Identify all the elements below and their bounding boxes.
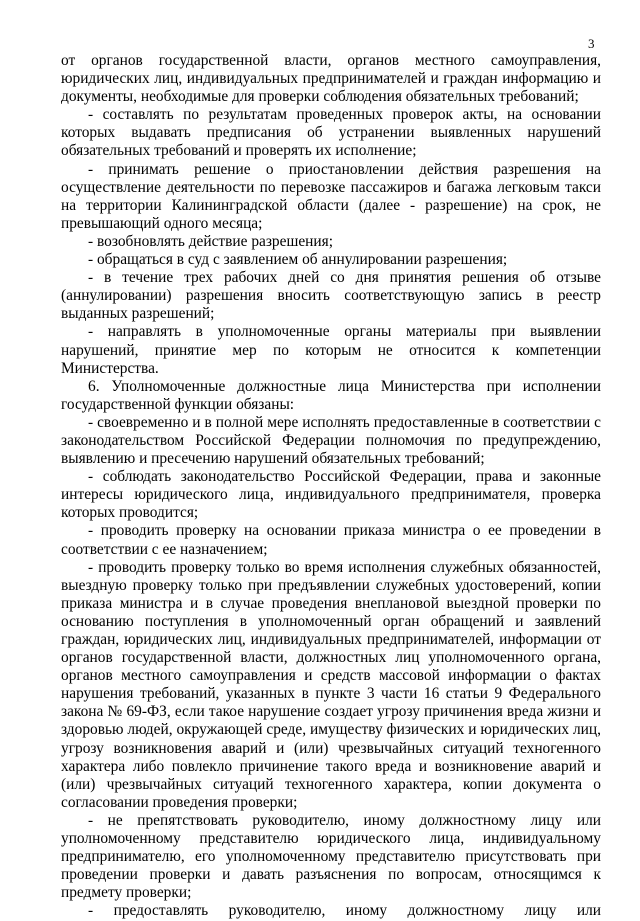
page-number: 3 [588,36,595,51]
paragraph-order-basis: - проводить проверку на основании приказа министра о ее проведении в соответствии с ее назначением; [61,522,601,558]
paragraph-draw-up-acts: - составлять по результатам проведенных проверок акты, на основании которых выдавать предписания об устранении выявленных нарушений обязательных требований и проверять их исполнение; [61,106,601,160]
paragraph-court-appeal: - обращаться в суд с заявлением об аннулировании разрешения; [88,251,508,269]
paragraph-registry-entry: - в течение трех рабочих дней со дня принятия решения об отзыве (аннулировании) разрешения вносить соответствующую запись в реестр выданных разрешений; [61,269,601,323]
paragraph-no-obstruction: - не препятствовать руководителю, иному должностному лицу или уполномоченному представителю юридического лица, индивидуальному предпринимателю, его уполномоченному представителю присутствовать при проведении проверки и давать разъяснения по вопросам, относящимся к предмету проверки; [61,811,601,902]
paragraph-section-6: 6. Уполномоченные должностные лица Министерства при исполнении государственной функции обязаны: [61,377,601,413]
paragraph-observe-law: - соблюдать законодательство Российской Федерации, права и законные интересы юридического лица, индивидуального предпринимателя, проверка которых проводится; [61,468,601,522]
paragraph-resume-permit: - возобновлять действие разрешения; [88,232,333,250]
paragraph-send-materials: - направлять в уполномоченные органы материалы при выявлении нарушений, принятие мер по которым не относится к компетенции Министерства. [61,323,601,377]
paragraph-inspection-conditions: - проводить проверку только во время исполнения служебных обязанностей, выездную проверку только при предъявлении служебных удостоверений, копии приказа министра и в случае проведения внеплановой выездной проверки по основанию поступления в уполномоченный орган обращений и заявлений граждан, юридических лиц, индивидуальных предпринимателей, информации от органов государственной власти, должностных лиц уполномоченного органа, органов местного самоуправления и средств массовой информации о фактах нарушения требований, указанных в пункте 3 части 16 статьи 9 Федерального закона № 69-ФЗ, если такое нарушение создает угрозу причинения вреда жизни и здоровью людей, окружающей среде, имуществу физических и юридических лиц, угрозу возникновения аварий и (или) чрезвычайных ситуаций техногенного характера либо повлекло причинение такого вреда и возникновение аварий и (или) чрезвычайных ситуаций техногенного характера, копии документа о согласовании проведения проверки; [61,558,601,811]
paragraph-provide: - предоставлять руководителю, иному должностному лицу или [88,902,601,920]
document-text [61,52,601,921]
paragraph-exercise-powers: - своевременно и в полной мере исполнять предоставленные в соответствии с законодательством Российской Федерации полномочия по предупреждению, выявлению и пресечению нарушений обязательных требований; [61,413,601,468]
paragraph-suspend-permit: - принимать решение о приостановлении действия разрешения на осуществление деятельности по перевозке пассажиров и багажа легковым такси на территории Калининградской области (далее - разрешение) на срок, не превышающий одного месяца; [61,160,601,232]
paragraph-continuation: от органов государственной власти, органов местного самоуправления, юридических лиц, индивидуальных предпринимателей и граждан информацию и документы, необходимые для проверки соблюдения обязательных требований; [61,52,601,106]
